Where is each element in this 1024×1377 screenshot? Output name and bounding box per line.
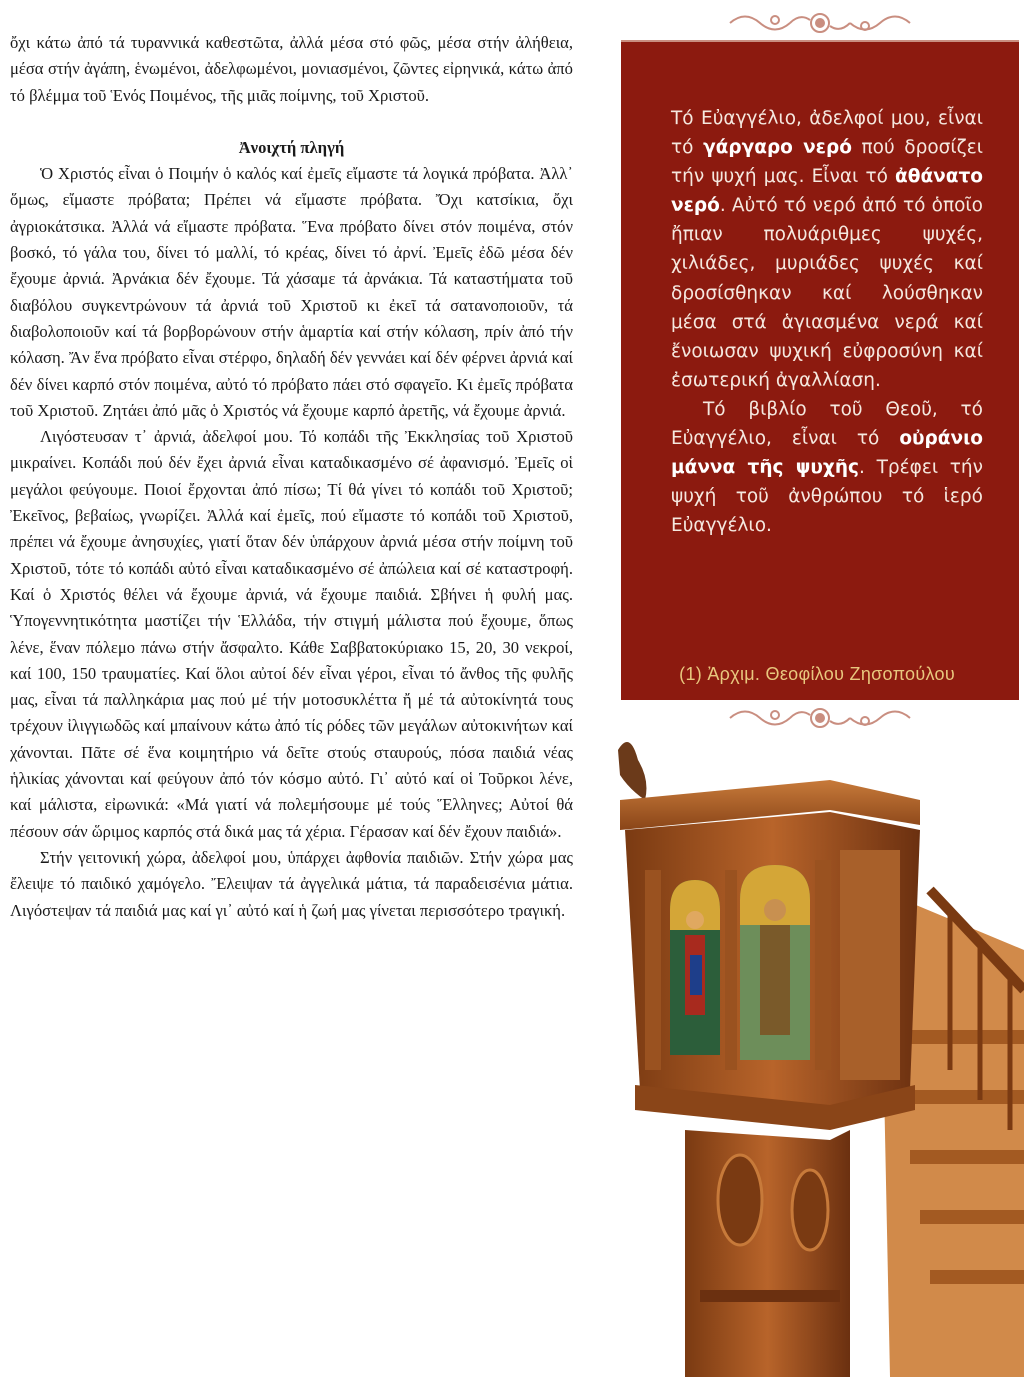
quote-highlight: γάργαρο νερό [703,137,852,159]
quote-segment: . Αὐτό τό νερό ἀπό τό ὁποῖο ἤπιαν πολυάριθμες ψυχές, χιλιάδες, μυριάδες ψυχές καί δροσίσθηκαν καί λούσθηκαν μέσα στά ἁγιασμένα νερά καί ἔνοιωσαν ψυχική εὐφροσύνη καί ἐσωτερική ἀγαλλίαση. [671,195,983,391]
quote-panel [621,40,1019,700]
pulpit-photo [590,730,1024,1377]
body-paragraph: Λιγόστευσαν τ᾿ ἀρνιά, ἀδελφοί μου. Τό κοπάδι τῆς Ἐκκλησίας τοῦ Χριστοῦ μικραίνει. Κοπάδι πού δέν ἔχει ἀρνιά εἶναι καταδικασμένο σέ ἀφανισμό. Ἐμεῖς οἱ μεγάλοι φεύγουμε. Ποιοί ἔρχονται ἀπό πίσω; Τί θά γίνει τό κοπάδι τοῦ Χριστοῦ; Ἐκεῖνος, βεβαίως, γνωρίζει. Ἀλλά καί ἐμεῖς, πού εἴμαστε τό κοπάδι τοῦ Χριστοῦ, πρέπει νά ἔχουμε ἀνησυχίες, γιατί ὅταν δέν ὑπάρχουν ἀρνιά μέσα στήν ποίμνη τοῦ Χριστοῦ, τότε τό κοπάδι αὐτό εἶναι καταδικασμένο σέ ἀπώλεια καί σέ καταστροφή. Καί ὁ Χριστός θέλει νά ἔχουμε ἀρνιά, νά ἔχουμε παιδιά. Σβήνει ἡ φυλή μας. Ὑπογεννητικότητα μαστίζει τήν Ἑλλάδα, τήν στιγμή μάλιστα πού ἔχουμε, ὅπως λένε, ἕναν πόλεμο πάνω στήν ἄσφαλτο. Κάθε Σαββατοκύριακο 15, 20, 30 νεκροί, καί 100, 150 τραυματίες. Καί ὅλοι αὐτοί δέν εἶναι γέροι, εἶναι τό ἄνθος τῆς φυλῆς μας, εἶναι τά παλληκάρια μας πού μέ τήν μοτοσυκλέττα ἤ μέ τά αὐτοκίνητά τους τρέχουν ἰλιγγιωδῶς καί μπαίνουν κάτω ἀπό τίς ρόδες τῶν μεγάλων αὐτοκινήτων καί χάνονται. Πᾶτε σέ ἕνα κοιμητήριο νά δεῖτε στούς σταυρούς, πόσα παιδιά νέας ἡλικίας χάνονται καί φεύγουν ἀπό τόν κόσμο αὐτό. Γι᾿ αὐτό καί οἱ Τοῦρκοι λένε, καί μάλιστα, εἰρωνικά: «Μά γιατί νά πολεμήσουμε μέ τούς Ἕλληνες; Αὐτοί θά πέσουν σάν ὥριμος καρπός στά δικά μας τά χέρια. Γέρασαν καί δέν ἔχουν παιδιά». [10,427,573,841]
quote-segment: Τό Εὐαγγέλιο, ἀδελφοί μου, εἶναι τό [671,108,983,159]
quote-paragraph [671,395,983,540]
dove-carving [618,742,646,800]
quote-attribution: (1) Ἀρχιμ. Θεοφίλου Ζησοπούλου [679,664,955,684]
quote-paragraph [671,104,983,395]
intro-line: μέσα στήν ἀλήθεια, μέσα στήν ἀγάπη, ἑνωμένοι, ἀδελφωμένοι, [10,33,573,79]
intro-line: ὄχι κάτω ἀπό τά τυραννικά καθεστῶτα, ἀλλά μέσα στό φῶς, [10,33,432,52]
quote-segment: πού δροσίζει τήν ψυχή μας. Εἶναι τό [671,137,983,188]
intro-paragraph [10,30,573,109]
body-paragraph: Στήν γειτονική χώρα, ἀδελφοί μου, ὑπάρχει ἀφθονία παιδιῶν. Στήν χώρα μας ἔλειψε τό παιδικό χαμόγελο. Ἔλειψαν τά ἀγγελικά μάτια, τά παραδεισένια μάτια. Λιγόστεψαν τά παιδιά μας καί γι᾿ αὐτό καί ἡ ζωή μας γίνεται περισσότερο τραγική. [10,847,573,920]
quote-segment: Τό βιβλίο τοῦ Θεοῦ, τό Εὐαγγέλιο, εἶναι τό [671,398,983,450]
article-column [10,30,573,924]
body-paragraph: Ὁ Χριστός εἶναι ὁ Ποιμήν ὁ καλός καί ἐμεῖς εἴμαστε τά λογικά πρόβατα. Ἀλλ᾿ ὅμως, εἴμαστε πρόβατα; Πρέπει νά εἴμαστε πρόβατα. Ὄχι κατσίκια, ὄχι ἀγριοκάτσικα. Ἀλλά νά εἴμαστε πρόβατα. Ἕνα πρόβατο δίνει στόν ποιμένα, στόν βοσκό, τό γάλα του, δίνει τό μαλλί, τό κρέας, δίνει τό ἀρνί. Ἐμεῖς ἐδῶ μέσα δέν ἔχουμε ἀρνιά. Ἀρνάκια δέν ἔχουμε. Τά χάσαμε τά ἀρνάκια. Τά καταστήματα τοῦ διαβόλου συγκεντρώνουν τά ἀρνιά τοῦ Χριστοῦ κι ἐκεῖ τά σατανοποιοῦν, τά διαβολοποιοῦν καί τά βορβορώνουν στήν ἁμαρτία καί στήν κόλαση, πρίν ἀπό τήν κόλαση. Ἄν ἕνα πρόβατο εἶναι στέρφο, δηλαδή δέν γεννάει καί δέν φέρνει ἀρνιά καί δέν δίνει καρπό στόν ποιμένα, αὐτό τό πρόβατο πάει στό σφαγεῖο. Κι ἐμεῖς πρόβατα τοῦ Χριστοῦ. Ζητάει ἀπό μᾶς ὁ Χριστός νά ἔχουμε καρπό ἀρετῆς, νά ἔχουμε ἀρνιά. [10,164,573,420]
bottom-ornament-icon [720,703,920,733]
intro-line: Ποιμένος, τῆς μιᾶς ποίμνης, τοῦ Χριστοῦ. [149,85,430,105]
quote-highlight: οὐράνιο μάννα τῆς ψυχῆς [671,428,983,479]
section-heading: Ἀνοιχτή πληγή [238,137,345,157]
top-ornament-icon [720,8,920,38]
quote-text [671,104,983,540]
quote-highlight: ἀθάνατο νερό [671,166,983,217]
intro-line: μονιασμένοι, ζῶντες εἰρηνικά, κάτω ἀπό τό βλέμμα τοῦ Ἑνός [10,59,573,105]
quote-segment: . Τρέφει τήν ψυχή τοῦ ἀνθρώπου τό ἱερό Εὐαγγέλιο. [671,457,983,537]
